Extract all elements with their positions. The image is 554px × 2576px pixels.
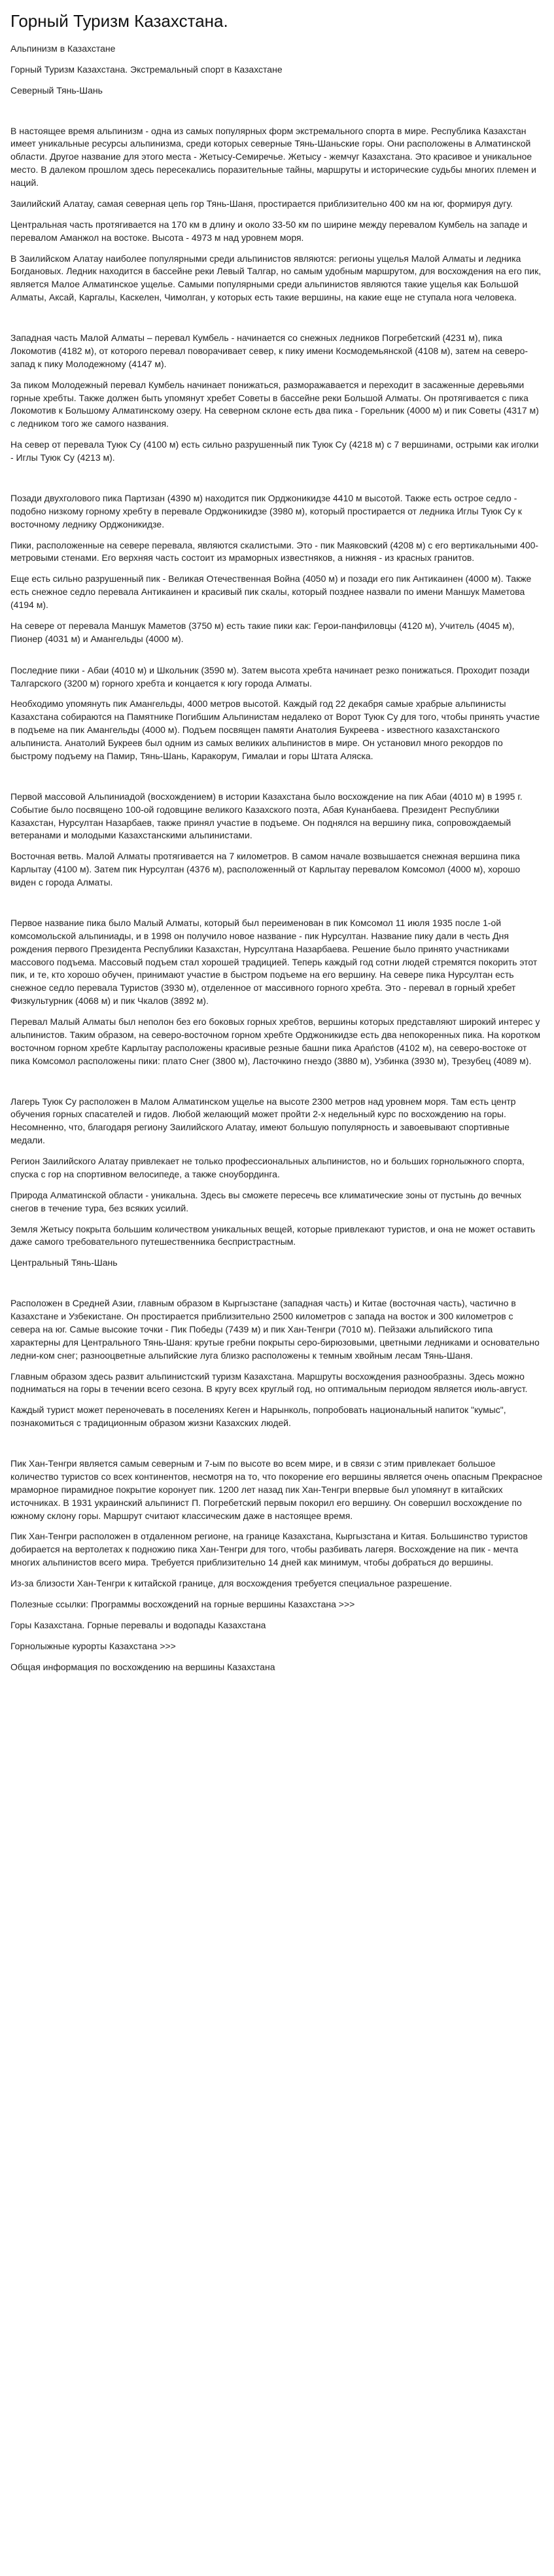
paragraph: Из-за близости Хан-Тенгри к китайской границе, для восхождения требуется специальное разрешение. — [10, 1578, 452, 1589]
paragraph: Первое название пика было Малый Алматы, который был переименован в пик Комсомол 11 июля 1935 после 1-ой комсомольской альпиниады, и в 1998 он получило новое название - пик Нурсултан. Название пику дали в честь Дня рождения первого Президента Республики Казахстан, Нурсултана Назарбаева. Решение было принято участниками массового подъема. Массовый подъем стал хорошей традицией. Теперь каждый год сотни людей стремятся покорить этот пик, и те, кто хорошо обучен, принимают участие в быстром подъеме на его вершину. На севере пика Нурсултан есть снежное седло перевала Туристов (3930 м), отделенное от массивного горного хребта. Это - перевал в горный хребет Физкультурник (4068 м) и пик Чкалов (3892 м). — [10, 917, 538, 1007]
paragraph: Необходимо упомянуть пик Амангельды, 4000 метров высотой. Каждый год 22 декабря самые храбрые альпинисты Казахстана собираются на Памятнике Погибшим Альпинистам недалеко от Ворот Туюк Су для того, чтобы принять участие в подъеме на пик Амангельды (4000 м). Подъем посвящен памяти Анатолия Букреева - известного казахстанского альпиниста. Анатолий Букреев был одним из самых великих альпинистов в мире. Он установил много рекордов по быстрому подъему на Памир, Тянь-Шань, Каракорум, Гималаи и горы Штата Аляска. — [10, 698, 540, 761]
paragraph: Еще есть сильно разрушенный пик - Великая Отечественная Война (4050 м) и позади его пик Антикаинен (4000 м). Также есть снежное седло перевала Антикаинен и красивый пик скалы, который позднее назвали по имени Маншук Маметова (4194 м). — [10, 573, 532, 611]
page-title: Горный Туризм Казахстана. — [10, 11, 228, 31]
paragraph: Заилийский Алатау, самая северная цепь гор Тянь-Шаня, простирается приблизительно 400 км на юг, формируя дугу. — [10, 198, 513, 209]
paragraph: Регион Заилийского Алатау привлекает не только профессиональных альпинистов, но и больших горнолыжного спорта, спуска с гор на спортивном велосипеде, а также сноубординга. — [10, 1156, 525, 1179]
paragraph: Позади двухголового пика Партизан (4390 м) находится пик Орджоникидзе 4410 м высотой. Также есть острое седло - подобно низкому горному хребту в перевале Орджоникидзе (3980 м), который простирается от ледника Иглы Туюк Су к восточному леднику Орджоникидзе. — [10, 492, 522, 529]
paragraph: Западная часть Малой Алматы – перевал Кумбель - начинается со снежных ледников Погребетский (4231 м), пика Локомотив (4182 м), от которого перевал поворачивает север, к пику имени Космодемьянской (4108 м), затем на северо-запад к пику Молодежному (4147 м). — [10, 332, 528, 369]
mountains-link[interactable]: Горы Казахстана. Горные перевалы и водопады Казахстана — [10, 1619, 266, 1630]
paragraph: Пики, расположенные на севере перевала, являются скалистыми. Это - пик Маяковский (4208 м) с его вертикальными 400-метровыми стенами. Его верхняя часть состоит из мраморных известняков, а нижняя - из красных гранитов. — [10, 539, 539, 564]
paragraph: В Заилийском Алатау наиболее популярными среди альпинистов являются: регионы ущелья Малой Алматы и ледника Богдановых. Ледник находится в бассейне реки Левый Талгар, но самым удобным маршрутом, для восхождения на его пик, является Малое Алматинское ущелье. Самыми популярными среди альпинистов являются такие ущелья как Большой Алматы, Аксай, Каргалы, Каскелен, Чимолган, у которых есть такие вершины, на какие еще не ступала нога человека. — [10, 253, 542, 303]
paragraph: Пик Хан-Тенгри является самым северным и 7-ым по высоте во всем мире, и в связи с этим привлекает большое количество туристов со всех континентов, несмотря на то, что покорение его вершины является очень опасным Прекрасное мраморное пирамидное покрытие коронует пик. 1200 лет назад пик Хан-Тенгри впервые был упомянут в китайских источниках. В 1931 украинский альпинист П. Погребетский первым покорил его вершину. Он совершил восхождение по южному склону горы. Маршрут считают классическим даже в настоящее время. — [10, 1458, 543, 1521]
paragraph: Последние пики - Абаи (4010 м) и Школьник (3590 м). Затем высота хребта начинает резко понижаться. Проходит позади Талгарского (3200 м) горного хребта и концается к югу города Алматы. — [10, 664, 530, 689]
paragraph: Каждый турист может переночевать в поселениях Кеген и Нарынколь, попробовать национальный напиток "кумыс", познакомиться с традиционным образом жизни Казахских людей. — [10, 1404, 506, 1429]
paragraph: Перевал Малый Алматы был неполон без его боковых горных хребтов, вершины которых представляют широкий интерес у альпинистов. Таким образом, на северо-восточном горном хребте Орджоникидзе есть два непокоренных пика. На коротком восточном горном хребте Карлытау расположены красивые резные башни пика Араńстов (4102 м), на северо-востоке от пика Комсомол расположены пики: плато Снег (3800 м), Ласточкино гнездо (3880 м), Узбинка (3930 м), Трезубец (4089 м). — [10, 1016, 541, 1066]
intro-line: Альпинизм в Казахстане — [10, 43, 116, 54]
ski-resorts-link[interactable]: Горнолыжные курорты Казахстана >>> — [10, 1640, 176, 1651]
paragraph: Восточная ветвь. Малой Алматы протягивается на 7 километров. В самом начале возвышается снежная вершина пика Карлытау (4100 м). Затем пик Нурсултан (4376 м), расположенный от Карлытау перевалом Комсомол (4000 м), хорошо виден с города Алматы. — [10, 851, 521, 888]
paragraph: На север от перевала Туюк Су (4100 м) есть сильно разрушенный пик Туюк Су (4218 м) с 7 вершинами, острыми как иголки - Иглы Туюк Су (4213 м). — [10, 439, 539, 463]
paragraph: Природа Алматинской области - уникальна. Здесь вы сможете пересечь все климатические зоны от пустынь до вечных снегов в течение тура, без всяких усилий. — [10, 1189, 522, 1213]
paragraph: Первой массовой Альпиниадой (восхождением) в истории Казахстана было восхождение на пик Абаи (4010 м) в 1995 г. Событие было посвящено 100-ой годовщине великого Казахского поэта, Абая Кунанбаева. Президент Республики Казахстан, Нурсултан Назарбаев, также принял участие в подъеме. Он поднялся на вершину пика, сопровождаемый ветеранами и молодыми Казахстанскими альпинистами. — [10, 791, 523, 841]
paragraph: Лагерь Туюк Су расположен в Малом Алматинском ущелье на высоте 2300 метров над уровнем моря. Там есть центр обучения горных спасателей и гидов. Любой желающий может пройти 2-х недельный курс по восхождению на горы. Несомненно, что, благодаря региону Заилийского Алатау, имеют большую популярность и завоевывают спортивные медали. — [10, 1096, 516, 1146]
paragraph: Главным образом здесь развит альпинистский туризм Казахстана. Маршруты восхождения разнообразны. Здесь можно подниматься на горы в течении всего сезона. В кругу всех круглый год, но оптимальным периодом является июль-август. — [10, 1370, 528, 1395]
general-info-link[interactable]: Общая информация по восхождению на вершины Казахстана — [10, 1661, 275, 1672]
intro-line: Горный Туризм Казахстана. Экстремальный спорт в Казахстане — [10, 63, 283, 75]
paragraph: На севере от перевала Маншук Маметов (3750 м) есть такие пики как: Герои-панфиловцы (4120 м), Учитель (4045 м), Пионер (4031 м) и Амангельды (4000 м). — [10, 620, 515, 644]
intro-line: Северный Тянь-Шань — [10, 84, 103, 96]
paragraph: За пиком Молодежный перевал Кумбель начинает понижаться, разморажавается и переходит в засаженные деревьями горные хребты. Также должен быть упомянут хребет Советы в бассейне реки Большой Алматы. Он протягивается с пика Локомотив к Большому Алматинскому озеру. На северном склоне есть два пика - Горельник (4000 м) и пик Советы (4317 м) с ледником того же самого названия. — [10, 379, 539, 429]
paragraph: Земля Жетысу покрыта большим количеством уникальных вещей, которые привлекают туристов, и она не может оставить даже самого требовательного путешественника беспристрастным. — [10, 1223, 536, 1247]
section-heading: Центральный Тянь-Шань — [10, 1257, 118, 1268]
paragraph: Пик Хан-Тенгри расположен в отдаленном регионе, на границе Казахстана, Кыргызстана и Китая. Большинство туристов добирается на вертолетах к подножию пика Хан-Тенгри для того, чтобы разбивать лагеря. Восхождение на пик - мечта многих альпинистов всего мира. Требуется приблизительно 14 дней как минимум, чтобы добраться до вершины. — [10, 1531, 528, 1568]
paragraph: В настоящее время альпинизм - одна из самых популярных форм экстремального спорта в мире. Республика Казахстан имеет уникальные ресурсы альпинизма, среди которых северные Тянь-Шаньские горы. Они расположены в Алматинской области. Другое название для этого места - Жетысу-Семиречье. Жетысу - жемчуг Казахстана. Это красивое и уникальное место. В далеком прошлом здесь пересекались поразительные тайны, маршруты и исторические судьбы многих племен и наций. — [10, 125, 536, 188]
useful-links-line[interactable]: Полезные ссылки: Программы восхождений на горные вершины Казахстана >>> — [10, 1598, 355, 1609]
paragraph: Расположен в Средней Азии, главным образом в Кыргызстане (западная часть) и Китае (восточная часть), частично в Казахстане и Узбекистане. Он простирается приблизительно 2500 километров с запада на восток и 300 километров с севера на юг. Самые высокие точки - Пик Победы (7439 м) и пик Хан-Тенгри (7010 м). Пейзажи альпийского типа характерны для Центрального Тянь-Шаня: крутые гребни покрыты серо-бирюзовыми, цветными ледниками и основательно ледни-ком снег; разнооцветные альпийские луга близко расположены к темным хвойным лесам Тянь-Шаня. — [10, 1298, 540, 1361]
paragraph: Центральная часть протягивается на 170 км в длину и около 33-50 км по ширине между перевалом Кумбель на западе и перевалом Аманжол на востоке. Высота - 4973 м над уровнем моря. — [10, 219, 528, 243]
